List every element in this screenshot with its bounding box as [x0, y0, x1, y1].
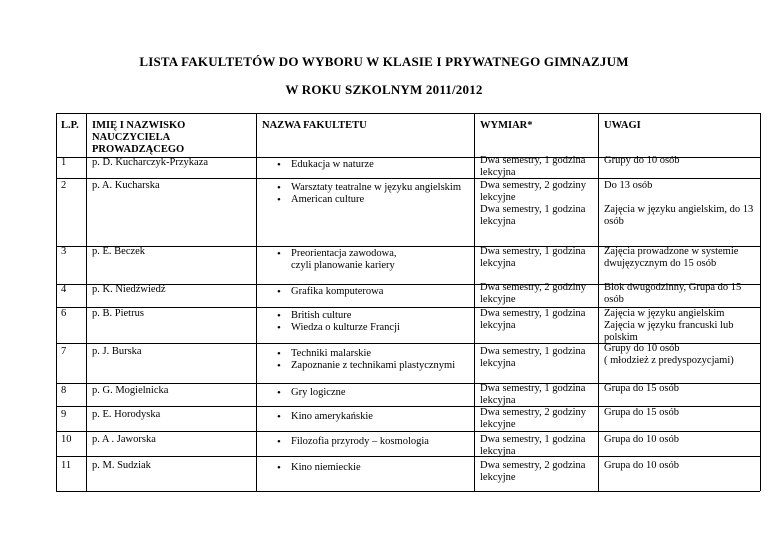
course-name: • Techniki malarskie [276, 348, 471, 360]
header-lp: L.P. [61, 120, 79, 131]
teacher-name: p. G. Mogielnicka [92, 385, 169, 396]
row-number: 3 [61, 246, 67, 257]
course-hours: Dwa semestry, 1 godzina lekcyjna [480, 434, 586, 457]
teacher-name: p. J. Burska [92, 346, 142, 357]
course-hours: Dwa semestry, 2 godziny lekcyjne Dwa semestry, 1 godzina lekcyjna [480, 180, 587, 227]
course-hours: Dwa semestry, 2 godzina lekcyjne [480, 460, 586, 483]
course-hours: Dwa semestry, 1 godzina lekcyjna [480, 383, 586, 406]
course-notes: Zajęcia w języku angielskim Zajęcia w języku francuski lub polskim [604, 308, 734, 343]
document-title: LISTA FAKULTETÓW DO WYBORU W KLASIE I PRYWATNEGO GIMNAZJUM [139, 54, 629, 69]
column-border [598, 113, 599, 491]
header-hours: WYMIAR* [480, 120, 533, 131]
column-border [760, 113, 761, 491]
course-list [276, 436, 471, 448]
teacher-name: p. K. Niedźwiedź [92, 284, 166, 295]
row-border [56, 491, 760, 492]
course-hours: Dwa semestry, 2 godziny lekcyjne [480, 282, 587, 305]
course-notes: Do 13 osób Zajęcia w języku angielskim, do 13 osób [604, 180, 754, 227]
course-notes: Grupa do 15 osób [604, 407, 679, 418]
row-number: 8 [61, 385, 67, 396]
course-hours: Dwa semestry, 1 godzina lekcyjna [480, 155, 586, 178]
header-notes: UWAGI [604, 120, 641, 131]
teacher-name: p. E. Beczek [92, 246, 146, 257]
row-number: 4 [61, 284, 67, 295]
course-name: • Warsztaty teatralne w języku angielskim [276, 182, 471, 194]
course-name: • British culture [276, 310, 471, 322]
course-name: • Edukacja w naturze [276, 159, 471, 171]
teacher-name: p. D. Kucharczyk-Przykaza [92, 157, 209, 168]
header-course: NAZWA FAKULTETU [262, 120, 367, 131]
row-number: 9 [61, 409, 67, 420]
course-hours: Dwa semestry, 1 godzina lekcyjna [480, 246, 586, 269]
course-name: • Wiedza o kulturze Francji [276, 322, 471, 334]
course-notes: Grupy do 10 osób ( młodzież z predyspozycjami) [604, 343, 734, 366]
row-number: 2 [61, 180, 67, 191]
column-border [256, 113, 257, 491]
course-name: • Zapoznanie z technikami plastycznymi [276, 360, 471, 372]
course-name: • Grafika komputerowa [276, 286, 471, 298]
course-list [276, 387, 471, 399]
course-name: • Gry logiczne [276, 387, 471, 399]
course-notes: Grupa do 15 osób [604, 383, 679, 394]
course-list [276, 462, 471, 474]
course-hours: Dwa semestry, 2 godziny lekcyjne [480, 407, 587, 430]
course-notes: Grupa do 10 osób [604, 460, 679, 471]
course-hours: Dwa semestry, 1 godzina lekcyjna [480, 346, 586, 369]
course-list [276, 248, 471, 272]
row-number: 10 [61, 434, 72, 445]
course-list [276, 286, 471, 298]
course-name: • Kino niemieckie [276, 462, 471, 474]
row-border [56, 456, 760, 457]
course-notes: Grupa do 10 osób [604, 434, 679, 445]
row-border [56, 178, 760, 179]
course-name: • Kino amerykańskie [276, 411, 471, 423]
course-list [276, 310, 471, 334]
header-teacher: IMIĘ I NAZWISKO NAUCZYCIELA PROWADZĄCEGO [92, 120, 186, 155]
row-number: 7 [61, 346, 67, 357]
column-border [56, 113, 57, 491]
row-number: 11 [61, 460, 72, 471]
course-name: • American culture [276, 194, 471, 206]
column-border [474, 113, 475, 491]
teacher-name: p. E. Horodyska [92, 409, 161, 420]
row-number: 6 [61, 308, 67, 319]
course-list [276, 348, 471, 372]
column-border [86, 113, 87, 491]
course-list [276, 182, 471, 206]
row-number: 1 [61, 157, 67, 168]
course-name: • Filozofia przyrody – kosmologia [276, 436, 471, 448]
course-notes: Grupy do 10 osób [604, 155, 680, 166]
row-border [56, 431, 760, 432]
course-notes: Blok dwugodzinny, Grupa do 15 osób [604, 282, 742, 305]
teacher-name: p. M. Sudziak [92, 460, 151, 471]
course-hours: Dwa semestry, 1 godzina lekcyjna [480, 308, 586, 331]
teacher-name: p. B. Pietrus [92, 308, 144, 319]
school-year-title: W ROKU SZKOLNYM 2011/2012 [285, 82, 483, 97]
teacher-name: p. A . Jaworska [92, 434, 156, 445]
course-notes: Zajęcia prowadzone w systemie dwujęzycznym do 15 osób [604, 246, 739, 269]
course-list [276, 159, 471, 171]
teacher-name: p. A. Kucharska [92, 180, 160, 191]
course-name: • Preorientacja zawodowa, czyli planowanie kariery [276, 248, 471, 272]
row-border [56, 113, 760, 114]
course-list [276, 411, 471, 423]
